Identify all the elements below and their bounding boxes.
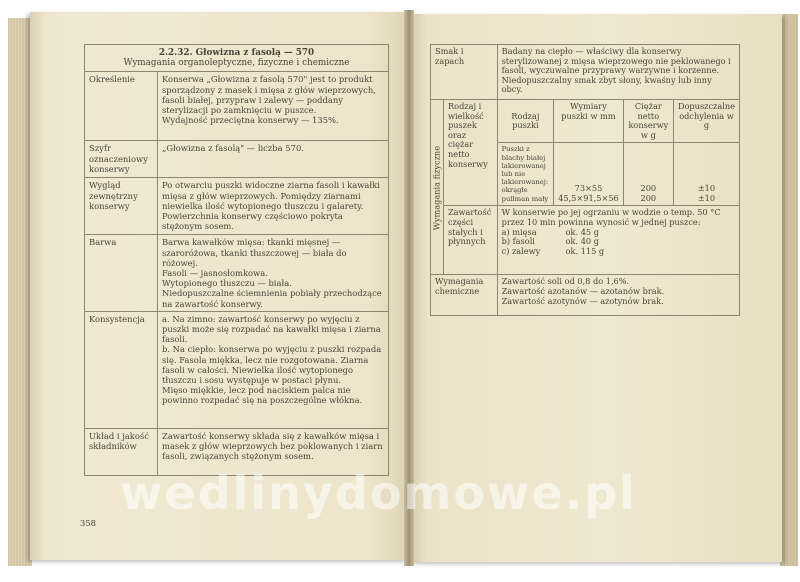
parts-intro: W konserwie po jej ogrzaniu w wodzie o temp. 50 °C przez 10 min powinna wynosić w jednej puszce: [501, 207, 721, 227]
row-label: Szyfr oznaczeniowy konserwy [85, 141, 158, 178]
table-header [85, 45, 389, 72]
item-value: ok. 45 g [565, 226, 599, 237]
table-row [85, 141, 389, 178]
table-row [85, 311, 389, 428]
row-label: Rodzaj i wielkość puszek oraz ciężar netto konserwy [443, 100, 497, 206]
table-cell: 73×55 45,5×91,5×56 [554, 143, 624, 206]
section-subtitle: Wymagania organoleptyczne, fizyczne i chemiczne [123, 58, 350, 69]
row-text: Konserwa „Głowizna z fasolą 570" jest to produkt sporządzony z masek i mięsa z głów wieprzowych, fasoli białej, przypraw i zalewy — poddany sterylizacji po zamknięciu w puszce. Wydajność przeciętna konserwy — 135%. [158, 72, 389, 141]
row-text: Barwa kawałków mięsa: tkanki mięsnej — szaroróżowa, tkanki tłuszczowej — biała do różowej. Fasoli — jasnosłomkowa. Wytopionego tłuszczu — biała. Niedopuszczalne ściemnienia pobiały przechodzące na zawartość konserwy. [158, 235, 389, 311]
item-name: b) fasoli [501, 236, 535, 247]
section-title: 2.2.32. Głowizna z fasolą — 570 [158, 48, 315, 58]
page-edges-left [8, 18, 32, 566]
page-number: 358 [80, 518, 96, 528]
table-row [431, 275, 740, 316]
item-name: a) mięsa [501, 226, 537, 237]
requirements-table-left [84, 44, 389, 476]
column-header: Rodzaj puszki [497, 100, 554, 143]
column-header: Wymiary puszki w mm [554, 100, 624, 143]
table-row [85, 72, 389, 141]
row-text: a. Na zimno: zawartość konserwy po wyjęciu z puszki może się rozpadać na kawałki mięsa i ziarna fasoli. b. Na ciepło: konserwa po wyjęciu z puszki rozpada się. Fasola miękka, lecz nie rozgotowana. Ziarna fasoli w całości. Niewielka ilość wytopionego tłuszczu i sosu występuje w postaci płynu. Mięso miękkie, lecz pod naciskiem palca nie powinno rozpadać się na poszczególne włókna. [158, 311, 389, 428]
table-row [85, 235, 389, 311]
row-text: Zawartość konserwy składa się z kawałków mięsa i masek z głów wieprzowych bez poklowanych i ziarn fasoli, związanych stężonym sosem. [158, 428, 389, 475]
row-label: Wymagania chemiczne [431, 275, 498, 316]
item-name: c) zalewy [501, 245, 541, 256]
row-text: Po otwarciu puszki widoczne ziarna fasoli i kawałki mięsa z głów wieprzowych. Pomiędzy ziarnami niewielka ilość wytopionego tłuszczu i galarety. Powierzchnia konserwy częściowo pokryta stężonym sosem. [158, 178, 389, 235]
requirements-table-right [430, 44, 740, 316]
row-label: Barwa [85, 235, 158, 311]
column-header: Ciężar netto konserwy w g [623, 100, 673, 143]
table-cell: Puszki z blachy białej lakierowanej lub nie lakierowanej: okrągłe pullman mały [497, 143, 554, 206]
table-row [431, 100, 740, 143]
column-header: Dopuszczalne odchylenia w g [673, 100, 739, 143]
row-label: Zawartość części stałych i płynnych [443, 206, 497, 275]
row-label: Wygląd zewnętrzny konserwy [85, 178, 158, 235]
row-text: „Głowizna z fasolą" — liczba 570. [158, 141, 389, 178]
list-item [502, 247, 735, 257]
row-text [497, 206, 739, 275]
table-row [431, 45, 740, 100]
watermark: wedlinydomowe.pl [120, 466, 637, 520]
list-item [502, 228, 735, 238]
table-row [431, 206, 740, 275]
group-label: Wymagania fizyczne [431, 100, 444, 275]
table-row [85, 178, 389, 235]
row-label: Układ i jakość składników [85, 428, 158, 475]
table-cell: 200 200 [623, 143, 673, 206]
item-value: ok. 40 g [565, 236, 599, 247]
row-text: Badany na ciepło — właściwy dla konserwy sterylizowanej z mięsa wieprzowego nie peklowanego i fasoli, wyczuwalne przyprawy warzywne i korzenne. Niedopuszczalny smak zbyt słony, kwaśny lub inny obcy. [497, 45, 739, 100]
item-value: ok. 115 g [565, 245, 605, 256]
table-cell: ±10 ±10 [673, 143, 739, 206]
row-label: Smak i zapach [431, 45, 498, 100]
page-edges-right [780, 14, 798, 566]
row-label: Konsystencja [85, 311, 158, 428]
row-label: Określenie [85, 72, 158, 141]
row-text: Zawartość soli od 0,8 do 1,6%. Zawartość azotanów — azotanów brak. Zawartość azotynów — azotynów brak. [497, 275, 739, 316]
